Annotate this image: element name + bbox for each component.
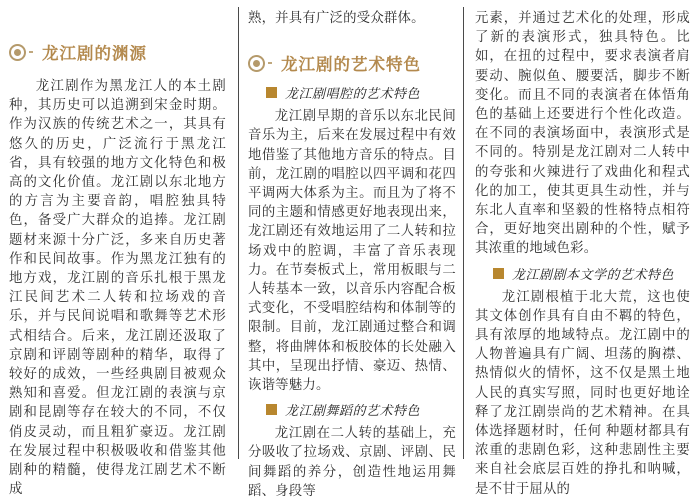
ring-bullet-icon	[248, 55, 265, 72]
sub-heading-script-literature	[475, 264, 690, 283]
column-2	[237, 0, 464, 498]
section-heading-features	[248, 51, 456, 75]
body-paragraph: 龙江剧早期的音乐以东北民间音乐为主，后来在发展过程中有效地借鉴了其他地方音乐的特点。目前，龙江剧的唱腔以四平调和花四平调两大体系为主。而且为了将不同的主题和情感更好地表现出来，龙江剧还有效地运用了二人转和拉场戏中的腔调，丰富了音乐表现力。在节奏板式上，常用板眼与二人转基本一致，以音乐内容配合板式变化，不受唱腔结构和体制等的限制。目前，龙江剧通过整合和调整，将曲牌体和板胶体的长处融入其中，呈现出抒情、豪迈、热情、诙谐等魅力。	[248, 108, 456, 393]
body-paragraph-continuation: 熟，并具有广泛的受众群体。	[248, 10, 425, 25]
square-bullet-icon	[493, 268, 504, 279]
column-divider	[463, 7, 464, 459]
body-paragraph: 龙江剧在二人转的基础上，充分吸收了拉场戏、京剧、评剧、民间舞蹈的养分，创造性地运用舞蹈、身段等	[248, 425, 456, 498]
body-paragraph: 龙江剧根植于北大荒，这也使其文体创作具有自由不羁的特色，具有浓厚的地域特点。龙江剧中的人物普遍具有广阔、坦荡的胸襟、热情似火的情怀，这不仅是黑土地人民的真实写照，同时也更好地诠释了龙江剧崇尚的艺术精神。在具体选择题材时，任何 种题材都具有浓重的悲剧色彩，这种悲剧性主要来自社会底层百姓的挣扎和呐喊，是不甘于屈从的	[475, 288, 690, 496]
sub-heading-dance-label: 龙江剧舞蹈的艺术特色	[285, 403, 421, 419]
sub-heading-singing	[248, 83, 456, 102]
ring-bullet-dash-icon	[268, 62, 272, 64]
square-bullet-icon	[266, 404, 277, 415]
section-heading-origin-label: 龙江剧的渊源	[42, 45, 147, 63]
column-1	[0, 0, 237, 497]
section-heading-features-label: 龙江剧的艺术特色	[281, 56, 421, 75]
column-3	[464, 0, 696, 496]
square-bullet-icon	[266, 87, 277, 98]
body-paragraph-continuation: 元素，并通过艺术化的处理，形成了新的表演形式，独具特色。比如，在扭的过程中，要求表演者肩要动、腕似鱼、腰要活，脚步不断变化。而且不同的表演者在体悟角色的基础上还要进行个性化改造。在不同的表演场面中，表演形式是不同的。特别是龙江剧对二人转中的夸张和火辣进行了戏曲化和程式化的加工，使其更具生动性，并与东北人直率和坚毅的性格特点相符合，更好地突出剧种的个性，赋予其浓重的地域色彩。	[475, 10, 690, 256]
ring-bullet-dash-icon	[29, 51, 33, 53]
column-divider	[238, 7, 239, 459]
sub-heading-script-literature-label: 龙江剧剧本文学的艺术特色	[512, 266, 675, 282]
sub-heading-dance	[248, 400, 456, 419]
sub-heading-singing-label: 龙江剧唱腔的艺术特色	[285, 86, 421, 102]
ring-bullet-icon	[9, 44, 26, 61]
section-heading-origin	[9, 40, 226, 64]
body-paragraph: 龙江剧作为黑龙江人的本土剧种，其历史可以追溯到宋金时期。作为汉族的传统艺术之一，其具有悠久的历史，广泛流行于黑龙江省，具有较强的地方文化特色和极高的文化价值。龙江剧以东北地方的方言为主要音韵，唱腔独具特色，备受广大群众的追捧。龙江剧题材来源十分广泛，多来自历史著作和民间故事。作为黑龙江独有的地方戏，龙江剧的音乐扎根于黑龙江民间艺术二人转和拉场戏的音乐，并与民间说唱和歌舞等艺术形式相结合。后来，龙江剧还汲取了京剧和评剧等剧种的精华，取得了较好的成效，一些经典剧目被观众熟知和喜爱。但龙江剧的表演与京剧和昆剧等存在较大的不同，不仅俏皮灵动，而且粗犷豪迈。龙江剧在发展过程中积极吸收和借鉴其他剧种的精髓，使得龙江剧艺术不断成	[9, 78, 226, 497]
